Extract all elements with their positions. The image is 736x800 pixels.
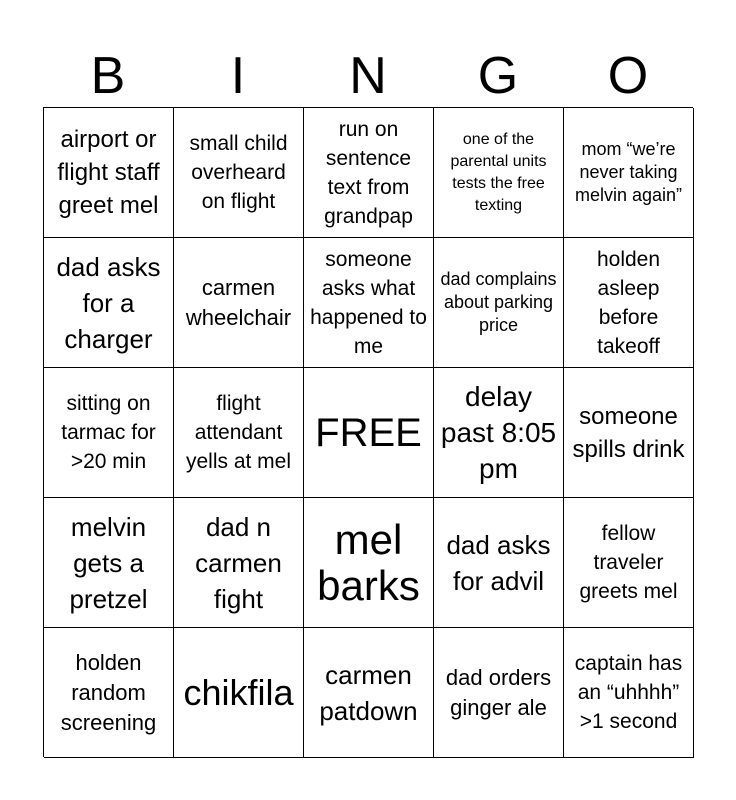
cell-text: fellow traveler greets mel <box>579 522 678 603</box>
bingo-cell[interactable] <box>44 238 174 368</box>
header-letter-o: O <box>607 47 649 105</box>
bingo-cell[interactable] <box>564 498 694 628</box>
cell-text: carmen patdown <box>319 659 418 726</box>
cell-text: dad asks for a charger <box>56 251 161 354</box>
bingo-cell[interactable] <box>44 628 174 758</box>
bingo-cell[interactable] <box>564 368 694 498</box>
bingo-header <box>43 44 693 108</box>
cell-text: someone spills drink <box>572 402 685 463</box>
cell-text: delay past 8:05 pm <box>440 380 557 484</box>
header-letter-b: B <box>90 47 126 105</box>
cell-text: dad orders ginger ale <box>445 664 552 720</box>
cell-text: mel barks <box>317 515 420 609</box>
cell-text: carmen wheelchair <box>185 274 292 330</box>
bingo-cell[interactable] <box>44 498 174 628</box>
bingo-cell[interactable] <box>304 108 434 238</box>
bingo-cell[interactable] <box>564 238 694 368</box>
bingo-cell[interactable] <box>434 368 564 498</box>
free-space[interactable] <box>304 368 434 498</box>
bingo-cell[interactable] <box>434 108 564 238</box>
cell-text: flight attendant yells at mel <box>185 392 292 473</box>
bingo-grid <box>43 107 693 757</box>
bingo-cell[interactable] <box>434 498 564 628</box>
bingo-cell[interactable] <box>174 238 304 368</box>
cell-text: one of the parental units tests the free texting <box>450 130 547 214</box>
bingo-cell[interactable] <box>564 628 694 758</box>
bingo-cell[interactable] <box>174 108 304 238</box>
cell-text: airport or flight staff greet mel <box>57 126 160 219</box>
bingo-cell[interactable] <box>564 108 694 238</box>
bingo-cell[interactable] <box>304 628 434 758</box>
cell-text: mom “we’re never taking melvin again” <box>574 139 683 205</box>
bingo-cell[interactable] <box>174 498 304 628</box>
bingo-cell[interactable] <box>434 238 564 368</box>
cell-text: someone asks what happened to me <box>310 247 427 358</box>
cell-text: small child overheard on flight <box>189 132 288 213</box>
header-letter-g: G <box>477 47 519 105</box>
cell-text: melvin gets a pretzel <box>69 511 148 614</box>
cell-text: sitting on tarmac for >20 min <box>61 392 156 473</box>
cell-text: dad asks for advil <box>446 529 551 596</box>
cell-text: run on sentence text from grandpap <box>324 117 413 228</box>
bingo-cell[interactable] <box>304 498 434 628</box>
bingo-cell[interactable] <box>304 238 434 368</box>
cell-text: chikfila <box>183 671 294 713</box>
bingo-cell[interactable] <box>174 368 304 498</box>
bingo-cell[interactable] <box>174 628 304 758</box>
header-letter-n: N <box>349 47 387 105</box>
cell-text: holden random screening <box>60 649 157 735</box>
cell-text: dad n carmen fight <box>195 511 282 614</box>
cell-text: FREE <box>315 410 422 455</box>
cell-text: dad complains about parking price <box>440 269 557 335</box>
bingo-cell[interactable] <box>44 368 174 498</box>
bingo-cell[interactable] <box>434 628 564 758</box>
bingo-cell[interactable] <box>44 108 174 238</box>
cell-text: captain has an “uhhhh” >1 second <box>574 652 683 733</box>
header-letter-i: I <box>230 47 246 105</box>
cell-text: holden asleep before takeoff <box>596 247 661 358</box>
